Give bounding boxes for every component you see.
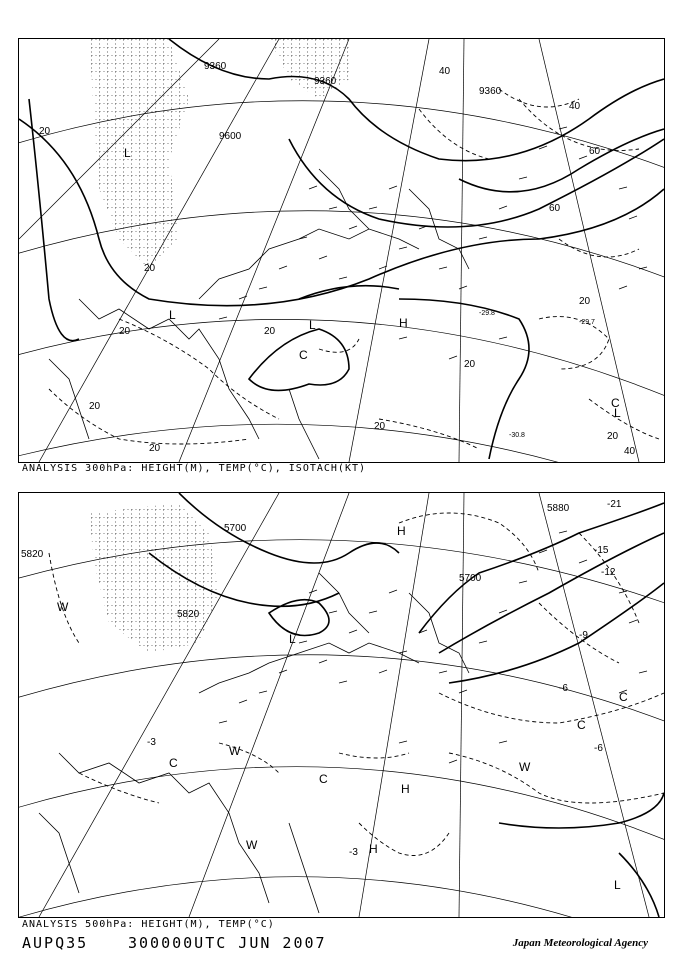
map-panel-300hpa <box>18 38 665 463</box>
warm-center-symbol: W <box>229 744 241 758</box>
map-300hpa-svg <box>19 39 664 462</box>
cold-center-symbol: C <box>299 348 308 362</box>
isotach-label: 20 <box>607 431 619 442</box>
isotherm-label: -6 <box>559 683 568 694</box>
isotherm-label: -6 <box>594 743 603 754</box>
temperature-samples <box>479 310 595 439</box>
height-label: 5700 <box>224 523 247 534</box>
cold-center-symbol: C <box>577 718 586 732</box>
high-center-symbol: H <box>369 842 378 856</box>
height-label: 5820 <box>21 549 44 560</box>
agency-name: Japan Meteorological Agency <box>512 937 648 949</box>
low-center-symbol: L <box>614 406 621 420</box>
isotach-label: 40 <box>439 66 451 77</box>
pressure-centers <box>124 146 621 420</box>
height-label: 9360 <box>204 61 227 72</box>
low-center-symbol: L <box>289 632 296 646</box>
isotach-label: 20 <box>579 296 591 307</box>
height-label: 5820 <box>177 609 200 620</box>
height-label: 5880 <box>547 503 570 514</box>
isotach-label: 20 <box>144 263 156 274</box>
isotach-label: 40 <box>624 446 636 457</box>
height-label: 9360 <box>479 86 502 97</box>
height-contours <box>149 493 664 917</box>
height-label: 9360 <box>314 76 337 87</box>
isotach-label: 20 <box>89 401 101 412</box>
warm-center-symbol: W <box>519 760 531 774</box>
low-center-symbol: L <box>169 308 176 322</box>
isotach-label: 60 <box>589 146 601 157</box>
low-center-symbol: L <box>614 878 621 892</box>
isotach-label: 40 <box>569 101 581 112</box>
height-label: 9600 <box>219 131 242 142</box>
cold-center-symbol: C <box>611 396 620 410</box>
high-center-symbol: H <box>399 316 408 330</box>
cold-hatched-area <box>89 503 219 653</box>
temperature-value: -29.8 <box>479 310 495 317</box>
temperature-value: -29.7 <box>579 319 595 326</box>
valid-time: 300000UTC JUN 2007 <box>128 934 327 952</box>
map-panel-500hpa <box>18 492 665 918</box>
height-label: 5700 <box>459 573 482 584</box>
isotherm-label: -9 <box>579 630 588 641</box>
isotherm-label: -3 <box>349 847 358 858</box>
isotherm-label: -12 <box>601 567 616 578</box>
isotach-label: 20 <box>264 326 276 337</box>
cold-center-symbol: C <box>619 690 628 704</box>
caption-500hpa: ANALYSIS 500hPa: HEIGHT(M), TEMP(°C) <box>22 919 275 930</box>
isotherm-label: -3 <box>147 737 156 748</box>
low-center-symbol: L <box>309 318 316 332</box>
cold-center-symbol: C <box>169 756 178 770</box>
isotach-label: 20 <box>39 126 51 137</box>
caption-300hpa: ANALYSIS 300hPa: HEIGHT(M), TEMP(°C), ISOTACH(KT) <box>22 463 367 474</box>
high-center-symbol: H <box>397 524 406 538</box>
isotach-label: 60 <box>549 203 561 214</box>
isotherm-label: -15 <box>594 545 609 556</box>
cold-center-symbol: C <box>319 772 328 786</box>
map-500hpa-svg <box>19 493 664 917</box>
warm-center-symbol: W <box>57 600 69 614</box>
isotach-label: 20 <box>464 359 476 370</box>
height-labels <box>204 61 502 142</box>
temperature-value: -30.8 <box>509 432 525 439</box>
isotach-label: 20 <box>149 443 161 454</box>
isotherm-labels <box>147 499 622 858</box>
high-center-symbol: H <box>401 782 410 796</box>
isotach-label: 20 <box>374 421 386 432</box>
chart-code: AUPQ35 <box>22 934 89 952</box>
coastlines <box>39 573 469 913</box>
warm-center-symbol: W <box>246 838 258 852</box>
isotach-label: 20 <box>119 326 131 337</box>
isotherm-label: -21 <box>607 499 622 510</box>
low-center-symbol: L <box>124 146 131 160</box>
